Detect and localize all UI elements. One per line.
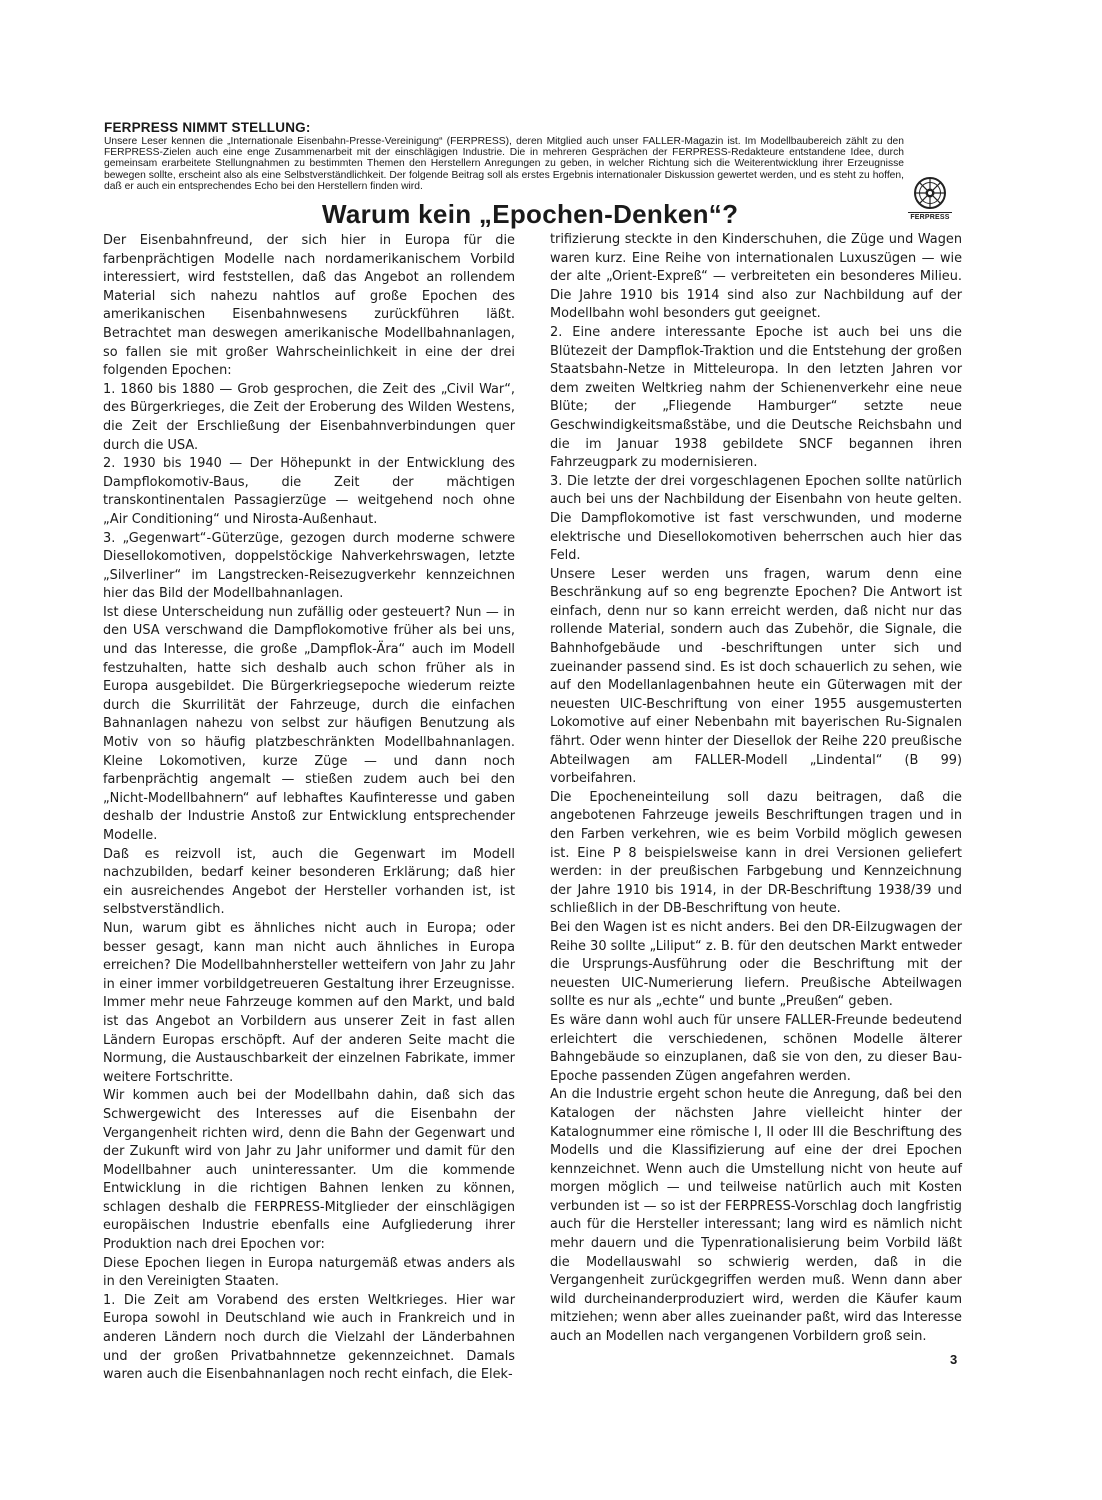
intro-heading: FERPRESS NIMMT STELLUNG: xyxy=(104,120,311,135)
paragraph: Ist diese Unterscheidung nun zufällig oder gesteuert? Nun — in den USA verschwand die Dampflokomotive früher als bei uns, und das Interesse, die große „Dampflok-Ära“ auch im Modell festzuhalten, hatte sich deshalb auch schon früher als in Europa ausgebildet. Die Bürgerkriegsepoche wiederum reizte durch die Skurrilität der Fahrzeuge, durch die einfachen Bahnanlagen nahezu von selbst zur häufigen Benutzung als Motiv von so häufig platzbeschränkten Modellbahnanlagen. Kleine Lokomotiven, kurze Züge — und dann noch farbenprächtig angemalt — stießen zudem auch bei den „Nicht-Modellbahnern“ auf lebhaftes Kaufinteresse und gaben deshalb der Industrie Anstoß zur Entwicklung entsprechender Modelle. xyxy=(103,604,515,843)
paragraph: Diese Epochen liegen in Europa naturgemäß etwas anders als in den Vereinigten Staaten. xyxy=(103,1255,515,1290)
paragraph: 2. 1930 bis 1940 — Der Höhepunkt in der Entwicklung des Dampflokomotiv-Baus, die Zeit der mächtigen transkontinentalen Passagierzüge — weitgehend noch ohne „Air Conditioning“ und Nirosta-Außenhaut. xyxy=(103,456,515,527)
paragraph: Es wäre dann wohl auch für unsere FALLER-Freunde bedeutend erleichtert die verschiedenen, schönen Modelle älterer Bahngebäude so einzuplanen, daß sie von den, zu dieser Bau-Epoche passenden Zügen angefahren werden. xyxy=(550,1012,962,1084)
right-column xyxy=(550,231,962,1347)
ferpress-logo-label: FERPRESS xyxy=(908,212,952,221)
page-number: 3 xyxy=(950,1352,958,1367)
ferpress-logo-icon xyxy=(908,174,952,212)
article-title: Warum kein „Epochen-Denken“? xyxy=(322,199,739,229)
paragraph: 1. 1860 bis 1880 — Grob gesprochen, die Zeit des „Civil War“, des Bürgerkrieges, die Zeit der Eroberung des Wilden Westens, die Zeit der Erschließung der Eisenbahnverbindungen quer durch die USA. xyxy=(103,381,515,453)
left-column xyxy=(103,232,515,1385)
ferpress-logo xyxy=(908,174,952,224)
intro-text: Unsere Leser kennen die „Internationale Eisenbahn-Presse-Vereinigung“ (FERPRESS), deren Mitglied auch unser FALLER-Magazin ist. Im Modellbaubereich zählt zu den FERPRESS-Zielen auch eine enge Zusammenarbeit mit der einschlägigen Industrie. Die in mehreren Gesprächen der FERPRESS-Redakteure entstandene Idee, durch gemeinsam erarbeitete Stellungnahmen zu bestimmten Themen den Herstellern Anregungen zu geben, in welcher Richtung sich die Weiterentwicklung ihrer Erzeugnisse bewegen sollte, erscheint also als eine Selbstverständlichkeit. Der folgende Beitrag soll als erstes Ergebnis internationaler Diskussion gewertet werden, und es steht zu hoffen, daß er auch ein entsprechendes Echo bei den Herstellern finden wird. xyxy=(104,136,904,192)
paragraph: Unsere Leser werden uns fragen, warum denn eine Beschränkung auf so eng begrenzte Epochen? Die Antwort ist einfach, denn nur so kann erreicht werden, daß nicht nur das rollende Material, sondern auch das Zubehör, die Signale, die Bahnhofgebäude und -beschriftungen unter sich und zueinander passend sind. Es ist doch schauerlich zu sehen, wie auf den Modellanlagenbahnen heute ein Güterwagen mit der neuesten UIC-Beschriftung von einer 1955 ausgemusterten Lokomotive auf einer Nebenbahn mit bayerischen Ru-Signalen fährt. Oder wenn hinter der Diesellok der Reihe 220 preußische Abteilwagen am FALLER-Modell „Lindental“ (B 99) vorbeifahren. xyxy=(550,566,962,787)
paragraph: 3. „Gegenwart“-Güterzüge, gezogen durch moderne schwere Diesellokomotiven, doppelstöckige Nahverkehrswagen, letzte „Silverliner“ im Langstrecken-Reisezugverkehr kennzeichnen hier das Bild der Modellbahnanlagen. xyxy=(103,530,515,602)
paragraph: Die Epocheneinteilung soll dazu beitragen, daß die angebotenen Fahrzeuge jeweils Beschriftungen tragen und in den Farben verkehren, wie es beim Vorbild möglich gewesen ist. Eine P 8 beispielsweise kann in drei Versionen geliefert werden: in der preußischen Farbgebung und Kennzeichnung der Jahre 1910 bis 1914, in der DR-Beschriftung 1938/39 und schließlich in der DB-Beschriftung von heute. xyxy=(550,789,962,917)
paragraph: An die Industrie ergeht schon heute die Anregung, daß bei den Katalogen der nächsten Jahre vielleicht hinter der Katalognummer eine römische I, II oder III die Beschriftung des Modells und die Klassifizierung auf eine der drei Epochen kennzeichnet. Wenn auch die Umstellung nicht von heute auf morgen möglich — und teilweise natürlich auch mit Kosten verbunden ist — so ist der FERPRESS-Vorschlag doch langfristig auch für die Hersteller interessant; lang wird es nämlich nicht mehr dauern und die Typenrationalisierung beim Vorbild läßt die Modellauswahl so schwierig werden, daß in die Vergangenheit zurückgegriffen werden muß. Wenn dann aber wild durcheinanderproduziert wird, werden die Käufer kaum mitziehen; wenn aber alles zueinander paßt, wird das Interesse auch an Modellen nach vergangenen Vorbildern groß sein. xyxy=(550,1087,962,1345)
intro-box xyxy=(104,120,956,192)
paragraph: Wir kommen auch bei der Modellbahn dahin, daß sich das Schwergewicht des Interesses auf die Eisenbahn der Vergangenheit richten wird, denn die Bahn der Gegenwart und der Zukunft wird von Jahr zu Jahr uniformer und damit für den Modellbahner auch uninteressanter. Um die kommende Entwicklung in die richtigen Bahnen lenken zu können, schlagen deshalb die FERPRESS-Mitglieder der einschlägigen europäischen Industrie ebenfalls eine Aufgliederung ihrer Produktion nach drei Epochen vor: xyxy=(103,1088,515,1253)
paragraph: Bei den Wagen ist es nicht anders. Bei den DR-Eilzugwagen der Reihe 30 sollte „Liliput“ z. B. für den deutschen Markt entweder die Ursprungs-Ausführung oder die Beschriftung mit der neuesten UIC-Numerierung liefern. Preußische Abteilwagen sollte es nur als „echte“ und bunte „Preußen“ geben. xyxy=(550,919,962,1010)
paragraph: trifizierung steckte in den Kinderschuhen, die Züge und Wagen waren kurz. Eine Reihe von internationalen Luxuszügen — wie der alte „Orient-Expreß“ — verbreiteten ein besonderes Milieu. Die Jahre 1910 bis 1914 sind also zur Nachbildung auf der Modellbahn wohl besonders gut geeignet. xyxy=(550,232,962,322)
paragraph: 1. Die Zeit am Vorabend des ersten Weltkrieges. Hier war Europa sowohl in Deutschland wie auch in Frankreich und in anderen Ländern noch durch die Vielzahl der Länderbahnen und der großen Privatbahnnetze gekennzeichnet. Damals waren auch die Eisenbahnanlagen noch recht einfach, die Elek- xyxy=(103,1292,515,1383)
paragraph: 3. Die letzte der drei vorgeschlagenen Epochen sollte natürlich auch bei uns der Nachbildung der Eisenbahn von heute gelten. Die Dampflokomotive ist fast verschwunden, und moderne elektrische und Diesellokomotiven beherrschen auch hier das Feld. xyxy=(550,473,962,564)
paragraph: Der Eisenbahnfreund, der sich hier in Europa für die farbenprächtigen Modelle nach nordamerikanischem Vorbild interessiert, wird feststellen, daß das Angebot an rollendem Material sich nahezu nahtlos auf große Epochen des amerikanischen Eisenbahnwesens zurückführen läßt. Betrachtet man deswegen amerikanische Modellbahnanlagen, so fallen sie mit großer Wahrscheinlichkeit in eine der drei folgenden Epochen: xyxy=(103,233,515,379)
paragraph: 2. Eine andere interessante Epoche ist auch bei uns die Blütezeit der Dampflok-Traktion und die Entstehung der großen Staatsbahn-Netze in Mitteleuropa. In den letzten Jahren vor dem zweiten Weltkrieg nahm der Schienenverkehr eine neue Blüte; der „Fliegende Hamburger“ setzte neue Geschwindigkeitsmaßstäbe, und die Deutsche Reichsbahn und die im Januar 1938 gebildete SNCF begannen ihren Fahrzeugpark zu modernisieren. xyxy=(550,324,962,471)
paragraph: Daß es reizvoll ist, auch die Gegenwart im Modell nachzubilden, bedarf keiner besonderen Erklärung; daß hier ein ausreichendes Angebot der Hersteller vorhanden ist, ist selbstverständlich. xyxy=(103,846,515,918)
paragraph: Nun, warum gibt es ähnliches nicht auch in Europa; oder besser gesagt, kann man nicht auch ähnliches in Europa erreichen? Die Modellbahnhersteller wetteifern von Jahr zu Jahr in einer immer vorbildgetreueren Gestaltung ihrer Erzeugnisse. Immer mehr neue Fahrzeuge kommen auf den Markt, und bald ist das Angebot an Vorbildern aus unserer Zeit in fast allen Ländern Europas erschöpft. Auf der anderen Seite macht die Normung, die Austauschbarkeit der einzelnen Fabrikate, immer weitere Fortschritte. xyxy=(103,920,515,1085)
